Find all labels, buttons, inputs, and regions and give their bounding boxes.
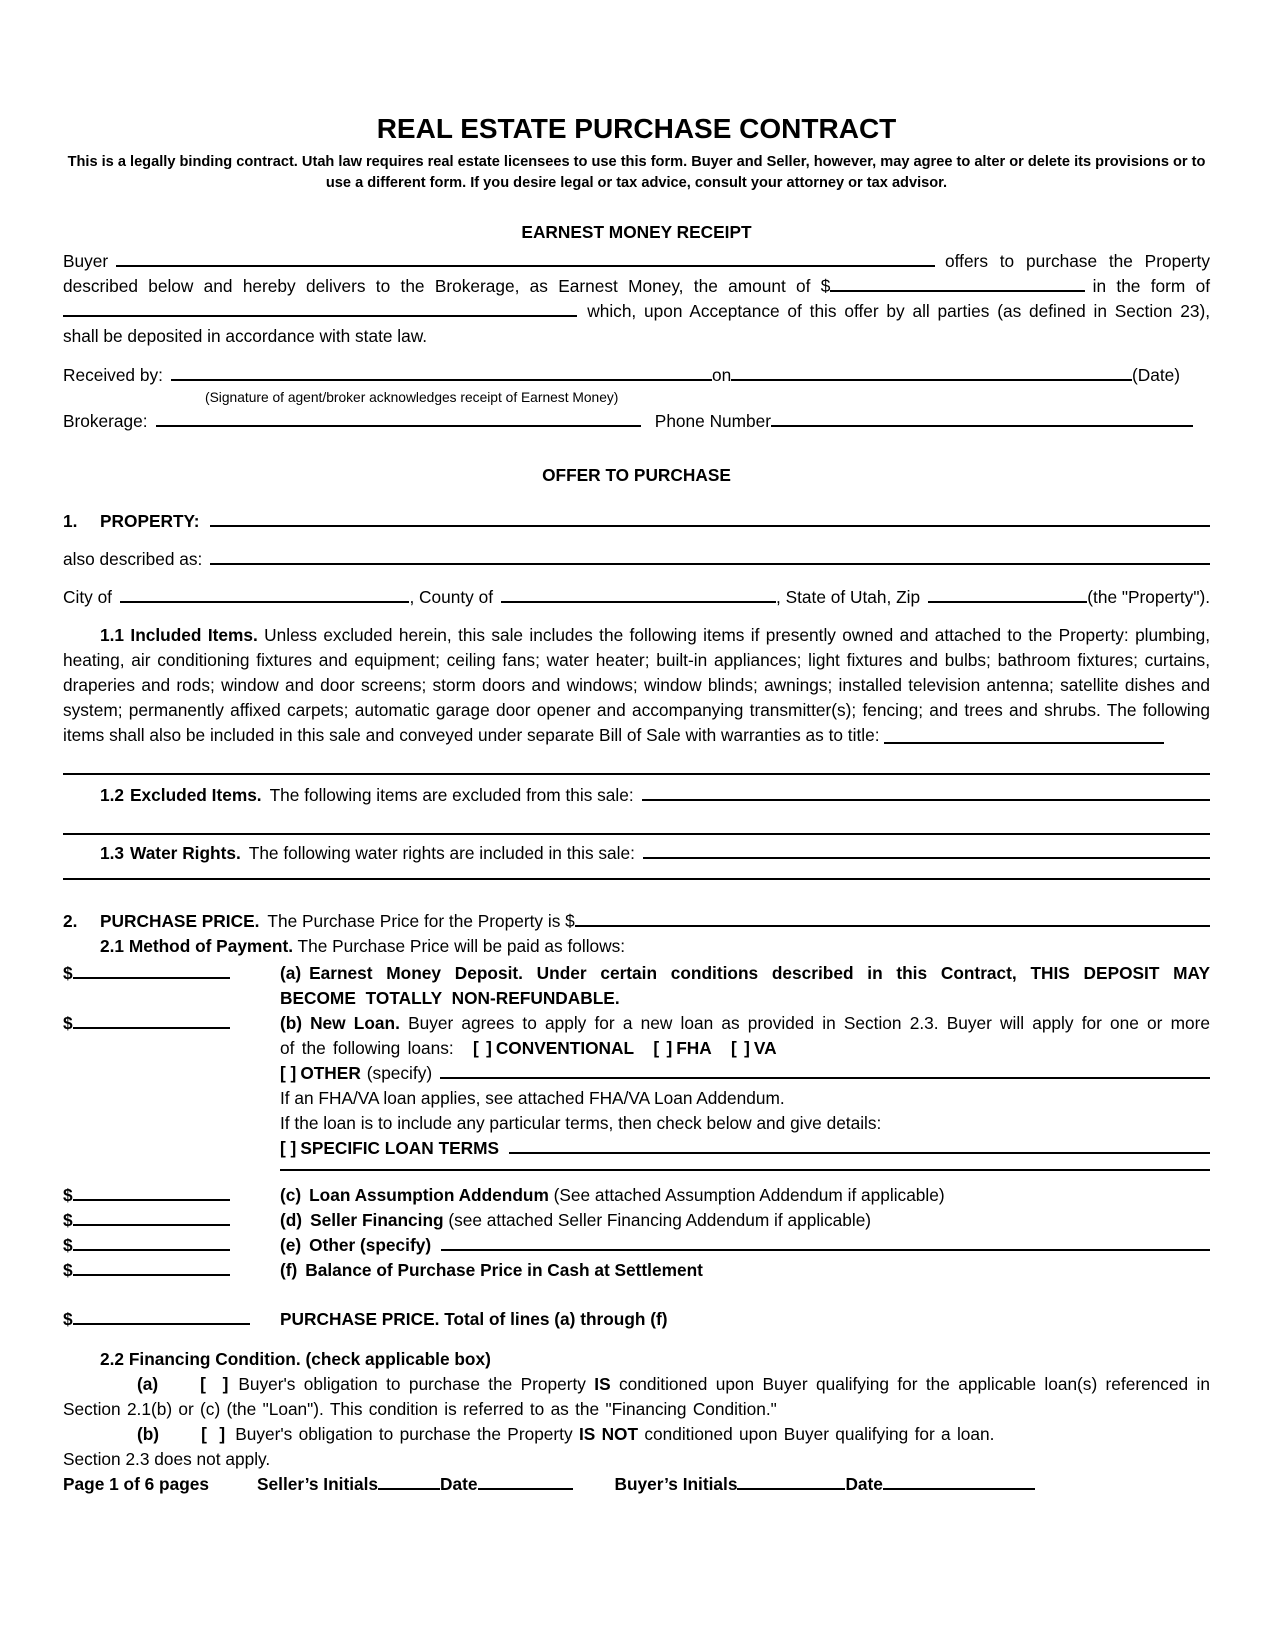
received-by-label: Received by: — [63, 365, 163, 385]
payment-total-desc — [280, 1307, 1210, 1332]
payment-f-desc — [280, 1258, 1210, 1283]
letter-c: (c) — [280, 1185, 302, 1205]
financing-a-post: conditioned upon Buyer qualifying for the applicable loan(s) referenced in Section 2.1(b) or (c) (the "Loan"). This condition is referred to as the "Financing Condition." — [63, 1374, 1210, 1419]
state-zip-label: , State of Utah, Zip — [776, 587, 921, 607]
buyer-label: Buyer — [63, 251, 109, 271]
excluded-items-number: 1.2 — [100, 785, 125, 805]
signature-note: (Signature of agent/broker acknowledges receipt of Earnest Money) — [205, 390, 619, 405]
financing-b-post2: Section 2.3 does not apply. — [63, 1449, 271, 1469]
dollar-sign: $ — [63, 1013, 73, 1033]
checkbox-specific-loan-terms[interactable]: [ ] — [280, 1138, 297, 1158]
earnest-money-receipt-heading: EARNEST MONEY RECEIPT — [521, 222, 752, 242]
letter-e: (e) — [280, 1235, 302, 1255]
acceptance-text: which, upon Acceptance of this offer by all parties (as defined in Section 23), — [587, 301, 1210, 321]
checkbox-conventional[interactable]: [ ] — [473, 1038, 492, 1058]
included-items-paragraph — [63, 623, 1210, 748]
financing-label: Financing Condition. — [128, 1349, 301, 1369]
earnest-amount-line — [63, 274, 1210, 299]
seller-initials-field[interactable] — [378, 1484, 440, 1490]
water-rights-field[interactable] — [643, 853, 1210, 859]
amount-f — [63, 1258, 280, 1283]
buyer-initials-label: Buyer’s Initials — [614, 1474, 738, 1494]
amount-b-field[interactable] — [73, 1023, 230, 1029]
deposited-text: shall be deposited in accordance with state law. — [63, 326, 428, 346]
letter-b: (b) — [280, 1013, 303, 1033]
water-rights-text: The following water rights are included in this sale: — [248, 843, 635, 863]
amount-e-field[interactable] — [73, 1245, 230, 1251]
property-label: PROPERTY: — [100, 511, 200, 531]
payment-a-text — [280, 961, 1210, 1011]
dollar-sign: $ — [63, 963, 73, 983]
zip-field[interactable] — [928, 597, 1087, 603]
financing-b-letter: (b) — [137, 1424, 160, 1444]
earnest-money-paragraph — [63, 249, 1210, 349]
water-rights-label: Water Rights. — [130, 843, 241, 863]
section-2-number: 2. — [63, 911, 78, 931]
option-va-label: VA — [753, 1038, 777, 1058]
included-items-field-line2[interactable] — [63, 748, 1210, 775]
method-label: Method of Payment. — [128, 936, 294, 956]
checkbox-va[interactable]: [ ] — [731, 1038, 750, 1058]
option-other-label: OTHER — [300, 1063, 361, 1083]
phone-number-field[interactable] — [771, 421, 1193, 427]
buyer-date-field[interactable] — [883, 1484, 1035, 1490]
payment-c-rest: (See attached Assumption Addendum if applicable) — [553, 1185, 945, 1205]
on-label: on — [711, 365, 732, 385]
received-by-line — [63, 363, 1180, 388]
excluded-items-line — [63, 783, 1210, 808]
buyer-initials-field[interactable] — [737, 1484, 845, 1490]
option-fha-label: FHA — [676, 1038, 712, 1058]
payment-row-f — [63, 1258, 1210, 1283]
purchase-price-field[interactable] — [575, 921, 1210, 927]
water-rights-line — [63, 841, 1210, 866]
water-rights-number: 1.3 — [100, 843, 125, 863]
payment-f-title: Balance of Purchase Price in Cash at Settlement — [305, 1260, 703, 1280]
payment-e-field[interactable] — [441, 1245, 1210, 1251]
excluded-items-label: Excluded Items. — [130, 785, 262, 805]
buyer-date-label: Date — [845, 1474, 883, 1494]
included-items-field[interactable] — [884, 738, 1164, 744]
other-loan-field[interactable] — [440, 1073, 1210, 1079]
payment-c-title: Loan Assumption Addendum — [309, 1185, 549, 1205]
received-date-field[interactable] — [731, 375, 1132, 381]
option-conventional-label: CONVENTIONAL — [495, 1038, 635, 1058]
page-title: REAL ESTATE PURCHASE CONTRACT — [376, 113, 897, 144]
amount-b — [63, 1011, 280, 1036]
section-1-number: 1. — [63, 511, 78, 531]
financing-option-a — [63, 1372, 1210, 1422]
seller-initials-label: Seller’s Initials — [257, 1474, 379, 1494]
payment-e-title: Other (specify) — [309, 1235, 432, 1255]
also-described-line — [63, 547, 1210, 572]
financing-a-letter: (a) — [137, 1374, 159, 1394]
financing-condition-heading — [63, 1347, 1210, 1372]
excluded-items-field-line2[interactable] — [63, 808, 1210, 835]
loan-terms-note: If the loan is to include any particular terms, then check below and give details: — [280, 1113, 882, 1133]
payment-a-rest: Under certain conditions described in this Contract, THIS DEPOSIT MAY BECOME TOTALLY NON-REFUNDABLE. — [280, 963, 1210, 1008]
included-items-number: 1.1 — [100, 625, 125, 645]
phone-number-label: Phone Number — [654, 411, 772, 431]
seller-date-field[interactable] — [478, 1484, 573, 1490]
letter-d: (d) — [280, 1210, 303, 1230]
excluded-items-field[interactable] — [642, 795, 1210, 801]
amount-total — [63, 1307, 280, 1332]
water-rights-field-line2[interactable] — [63, 866, 1210, 880]
legal-notice: This is a legally binding contract. Utah law requires real estate licensees to use this form. Buyer and Seller, however, may agree to alter or delete its provisions or to use a different form. If you desire legal or tax advice, consult your attorney or tax advisor. — [67, 154, 1206, 191]
dollar-sign: $ — [63, 1260, 73, 1280]
payment-d-desc — [280, 1208, 1210, 1233]
other-specify-label: (specify) — [366, 1063, 433, 1083]
received-by-signature-field[interactable] — [171, 375, 712, 381]
property-description-field[interactable] — [210, 521, 1210, 527]
payment-a-title: Earnest Money Deposit. — [309, 963, 523, 983]
dollar-sign: $ — [63, 1235, 73, 1255]
excluded-items-text: The following items are excluded from this sale: — [269, 785, 634, 805]
specific-loan-terms-field-line2[interactable] — [280, 1161, 1210, 1171]
purchase-price-line — [63, 909, 1210, 934]
page-footer — [63, 1472, 1210, 1497]
amount-d-field[interactable] — [73, 1220, 230, 1226]
financing-b-post: conditioned upon Buyer qualifying for a loan. — [644, 1424, 995, 1444]
other-loan-line — [280, 1061, 1210, 1086]
brokerage-name-field[interactable] — [156, 421, 641, 427]
dollar-sign: $ — [63, 1309, 73, 1329]
buyer-name-field[interactable] — [116, 261, 935, 267]
payment-row-a — [63, 961, 1210, 1011]
page-number-label: Page 1 of 6 pages — [63, 1474, 209, 1494]
method-text: The Purchase Price will be paid as follows: — [297, 936, 626, 956]
also-described-label: also described as: — [63, 549, 203, 569]
fha-va-note: If an FHA/VA loan applies, see attached FHA/VA Loan Addendum. — [280, 1088, 785, 1108]
city-label: City of — [63, 587, 112, 607]
amount-a — [63, 961, 280, 986]
seller-date-label: Date — [440, 1474, 478, 1494]
specific-loan-terms-line — [280, 1136, 1210, 1161]
city-county-zip-line — [63, 585, 1210, 610]
city-field[interactable] — [120, 597, 409, 603]
county-label: , County of — [409, 587, 494, 607]
amount-a-field[interactable] — [73, 973, 230, 979]
total-label: PURCHASE PRICE. Total of lines (a) through (f) — [280, 1309, 668, 1329]
checkbox-financing-b[interactable]: [ ] — [201, 1424, 226, 1444]
form-of-text: in the form of — [1092, 276, 1210, 296]
amount-e — [63, 1233, 280, 1258]
payment-a-desc — [280, 961, 1210, 1011]
payment-b-text — [280, 1011, 1210, 1061]
included-items-label: Included Items. — [130, 625, 258, 645]
brokerage-line — [63, 409, 1193, 434]
payment-row-e — [63, 1233, 1210, 1258]
specific-loan-terms-label: SPECIFIC LOAN TERMS — [300, 1138, 500, 1158]
checkbox-fha[interactable]: [ ] — [653, 1038, 673, 1058]
amount-c-field[interactable] — [73, 1195, 230, 1201]
included-items-text: Unless excluded herein, this sale includes the following items if presently owned and attached to the Property: plumbing, heating, air conditioning fixtures and equipment; ceiling fans; water heater; built-in appliances; light fixtures and bulbs; bathroom fixtures; curtains, draperies and rods; window and door screens; storm doors and windows; window blinds; awnings; installed television antenna; satellite dishes and system; permanently affixed carpets; automatic garage door opener and accompanying transmitter(s); fencing; and trees and shrubs. The following items shall also be included in this sale and conveyed under separate Bill of Sale with warranties as to title: — [63, 625, 1210, 745]
method-of-payment-line — [63, 934, 1210, 959]
payment-b-title: New Loan. — [310, 1013, 400, 1033]
purchase-price-label: PURCHASE PRICE. — [100, 911, 260, 931]
payment-b-rest: Buyer agrees to apply for a new loan as provided in Section 2.3. Buyer will apply for one or more of the following loans: — [280, 1013, 1210, 1058]
payment-row-c — [63, 1183, 1210, 1208]
method-number: 2.1 — [100, 936, 125, 956]
form-of-payment-field[interactable] — [63, 311, 577, 317]
brokerage-label: Brokerage: — [63, 411, 148, 431]
payment-c-desc — [280, 1183, 1210, 1208]
offer-to-purchase-heading: OFFER TO PURCHASE — [542, 465, 731, 485]
financing-a-pre: Buyer's obligation to purchase the Property — [238, 1374, 586, 1394]
dollar-sign: $ — [63, 1185, 73, 1205]
property-line — [63, 509, 1210, 534]
letter-a: (a) — [280, 963, 302, 983]
payment-row-d — [63, 1208, 1210, 1233]
property-suffix: (the "Property"). — [1087, 587, 1211, 607]
financing-number: 2.2 — [100, 1349, 125, 1369]
financing-option-b — [63, 1422, 1210, 1447]
amount-d — [63, 1208, 280, 1233]
payment-b-desc — [280, 1011, 1210, 1175]
delivers-text: described below and hereby delivers to the Brokerage, as Earnest Money, the amount of $ — [63, 276, 831, 296]
date-label: (Date) — [1131, 365, 1180, 385]
purchase-price-text: The Purchase Price for the Property is $ — [267, 911, 575, 931]
financing-b-emphasis: IS NOT — [578, 1424, 639, 1444]
payment-d-title: Seller Financing — [310, 1210, 444, 1230]
financing-b-pre: Buyer's obligation to purchase the Property — [235, 1424, 573, 1444]
payment-row-total — [63, 1307, 1210, 1332]
buyer-line — [63, 249, 1210, 274]
offers-text: offers to purchase the Property — [945, 251, 1210, 271]
financing-check-note: (check applicable box) — [305, 1349, 491, 1369]
amount-total-field[interactable] — [73, 1319, 250, 1325]
letter-f: (f) — [280, 1260, 298, 1280]
amount-c — [63, 1183, 280, 1208]
payment-e-desc — [280, 1233, 1210, 1258]
form-of-payment-line — [63, 299, 1210, 324]
payment-row-b — [63, 1011, 1210, 1175]
financing-a-emphasis: IS — [594, 1374, 611, 1394]
county-field[interactable] — [501, 597, 776, 603]
amount-f-field[interactable] — [73, 1270, 230, 1276]
also-described-field[interactable] — [210, 559, 1210, 565]
specific-loan-terms-field[interactable] — [509, 1148, 1210, 1154]
dollar-sign: $ — [63, 1210, 73, 1230]
checkbox-other[interactable]: [ ] — [280, 1063, 297, 1083]
payment-d-rest: (see attached Seller Financing Addendum if applicable) — [448, 1210, 872, 1230]
earnest-amount-field[interactable] — [830, 286, 1084, 292]
checkbox-financing-a[interactable]: [ ] — [200, 1374, 229, 1394]
